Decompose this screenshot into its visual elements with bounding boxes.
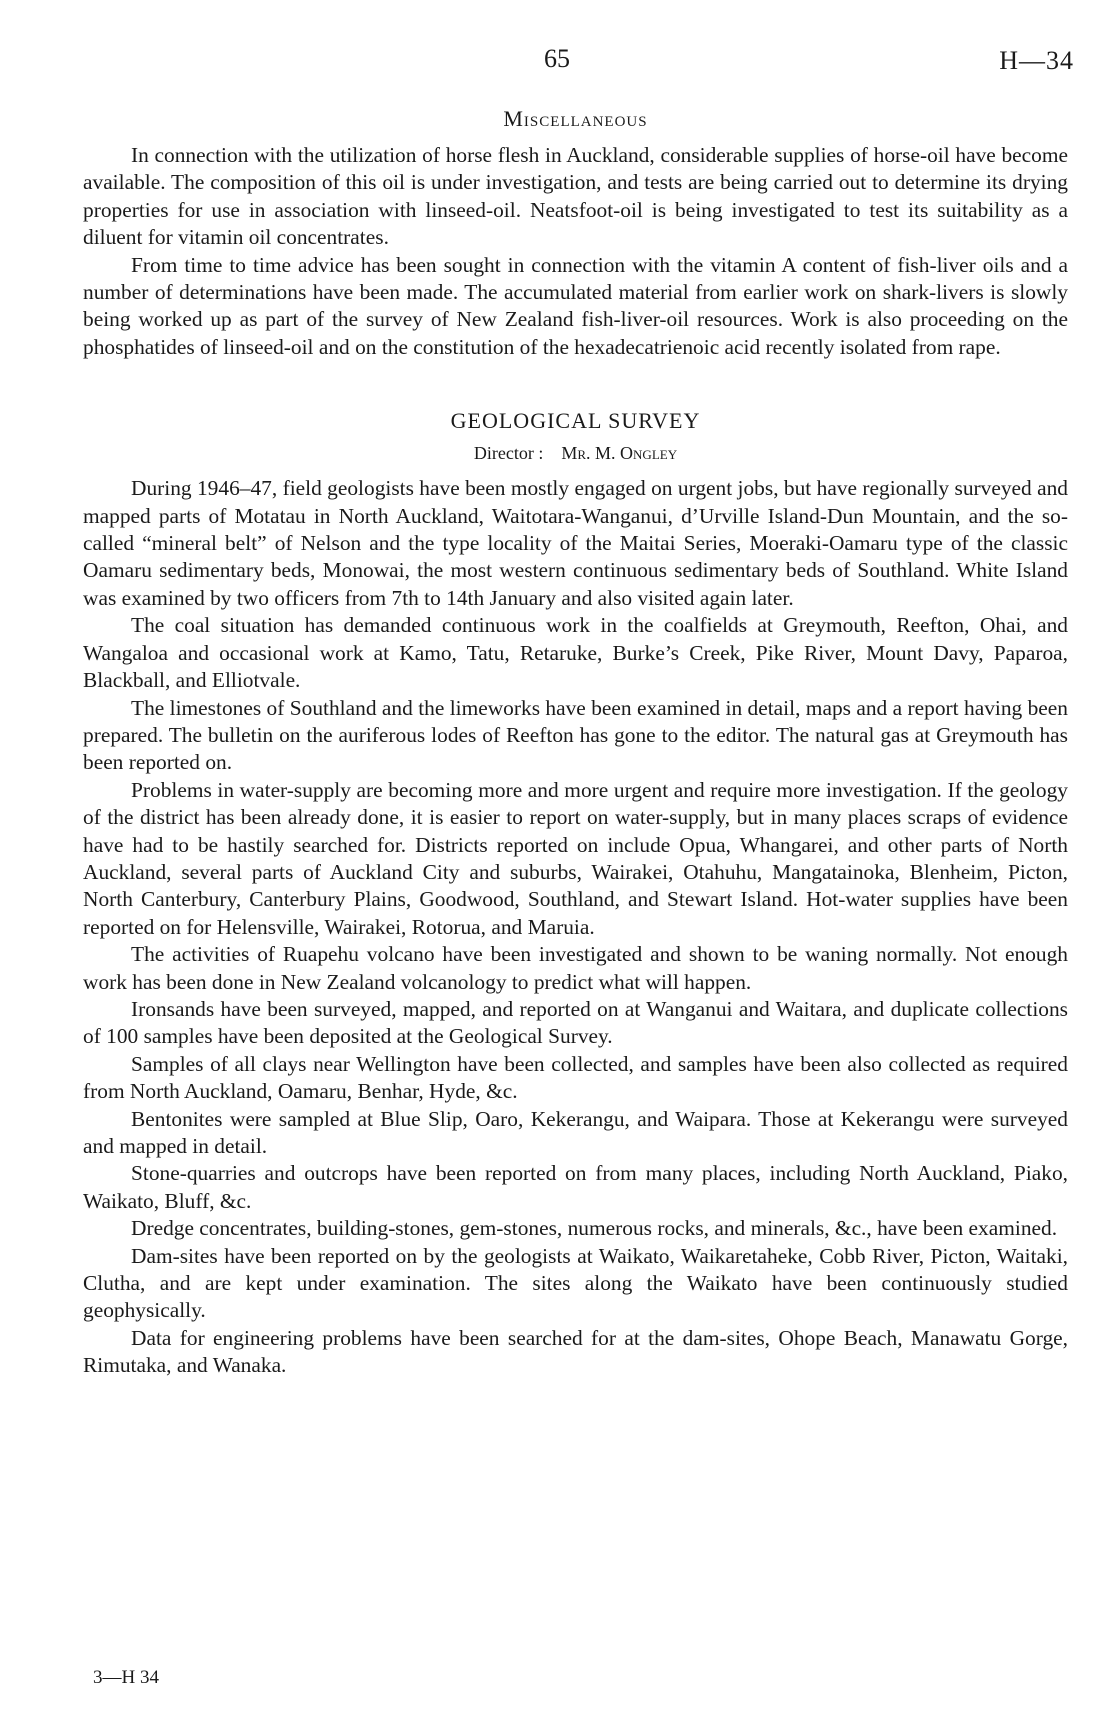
paragraph: Stone-quarries and outcrops have been reported on from many places, including North Auckland, Piako, Waikato, Bluff, &c. (83, 1161, 1068, 1213)
page-number: 65 (544, 44, 570, 73)
paragraph: Problems in water-supply are becoming more and more urgent and require more investigation. If the geology of the district has been already done, it is easier to report on water-supply, but in many places scraps of evidence have had to be hastily searched for. Districts reported on include Opua, Whangarei, and other parts of North Auckland, several parts of Auckland City and suburbs, Wairakei, Otahuhu, Mangatainoka, Blenheim, Picton, North Canterbury, Canterbury Plains, Goodwood, Southland, and Stewart Island. Hot-water supplies have been reported on for Helensville, Wairakei, Rotorua, and Maruia. (83, 777, 1068, 939)
paragraph: Data for engineering problems have been searched for at the dam-sites, Ohope Beach, Manawatu Gorge, Rimutaka, and Wanaka. (83, 1325, 1068, 1378)
paragraph: The activities of Ruapehu volcano have been investigated and shown to be waning normally. Not enough work has been done in New Zealand volcanology to predict what will happen. (83, 942, 1068, 994)
paragraph: Dredge concentrates, building-stones, gem-stones, numerous rocks, and minerals, &c., have been examined. (131, 1216, 1058, 1241)
section-heading-geological-survey: GEOLOGICAL SURVEY (450, 408, 701, 434)
signature-reference: 3—H 34 (93, 1667, 159, 1688)
misc-section (83, 142, 1068, 361)
director-line (83, 441, 1068, 465)
paragraph: Ironsands have been surveyed, mapped, and reported on at Wanganui and Waitara, and duplicate collections of 100 samples have been deposited at the Geological Survey. (83, 996, 1068, 1049)
paragraph: The coal situation has demanded continuous work in the coalfields at Greymouth, Reefton, Ohai, and Wangaloa and occasional work at Kamo, Tatu, Retaruke, Burke’s Creek, Pike River, Mount Davy, Paparoa, Blackball, and Elliotvale. (83, 613, 1068, 693)
section-heading-miscellaneous: Miscellaneous (503, 106, 648, 131)
paragraph: Bentonites were sampled at Blue Slip, Oaro, Kekerangu, and Waipara. Those at Kekerangu were surveyed and mapped in detail. (83, 1106, 1068, 1158)
paragraph: The limestones of Southland and the limeworks have been examined in detail, maps and a report having been prepared. The bulletin on the auriferous lodes of Reefton has gone to the editor. The natural gas at Greymouth has been reported on. (83, 695, 1068, 775)
paragraph: Samples of all clays near Wellington have been collected, and samples have been also collected as required from North Auckland, Oamaru, Benhar, Hyde, &c. (83, 1051, 1068, 1104)
paragraph: From time to time advice has been sought in connection with the vitamin A content of fish-liver oils and a number of determinations have been made. The accumulated material from earlier work on shark-livers is slowly being worked up as part of the survey of New Zealand fish-liver-oil resources. Work is also proceeding on the phosphatides of linseed-oil and on the constitution of the hexadecatrienoic acid recently isolated from rape. (83, 252, 1068, 359)
body-column (83, 104, 1068, 1380)
paragraph: Dam-sites have been reported on by the geologists at Waikato, Waikaretaheke, Cobb River, Picton, Waitaki, Clutha, and are kept under examination. The sites along the Waikato have been continuously studied geophysically. (83, 1243, 1068, 1323)
geological-section (83, 475, 1068, 1379)
document-reference: H—34 (999, 46, 1074, 75)
director-label: Director : (473, 443, 544, 464)
paragraph: In connection with the utilization of horse flesh in Auckland, considerable supplies of horse-oil have become available. The composition of this oil is under investigation, and tests are being carried out to determine its drying properties for use in association with linseed-oil. Neatsfoot-oil is being investigated to test its suitability as a diluent for vitamin oil concentrates. (83, 143, 1068, 250)
director-name: Mr. M. Ongley (561, 443, 678, 464)
paragraph: During 1946–47, field geologists have been mostly engaged on urgent jobs, but have regionally surveyed and mapped parts of Motatau in North Auckland, Waitotara-Wanganui, d’Urville Island-Dun Mountain, and the so-called “mineral belt” of Nelson and the type locality of the Maitai Series, Moeraki-Oamaru type of the classic Oamaru sedimentary beds, Monowai, the most western continuous sedimentary beds of Southland. White Island was examined by two officers from 7th to 14th January and also visited again later. (83, 476, 1068, 610)
